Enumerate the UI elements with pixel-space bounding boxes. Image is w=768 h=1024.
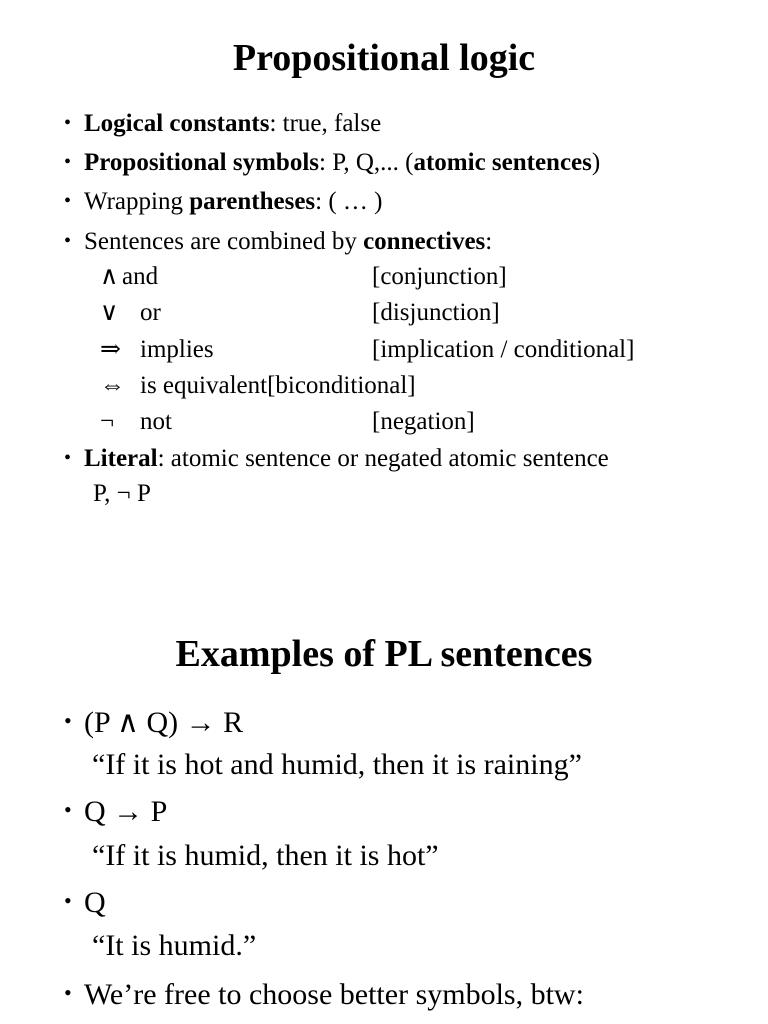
bullet-dot: • (64, 708, 72, 733)
bullet-logical-constants (64, 108, 381, 139)
prefix: Sentences are combined by (84, 228, 364, 255)
term: Literal (84, 445, 158, 472)
implies-symbol: ⇒ (100, 336, 121, 363)
bullet-connectives (64, 226, 492, 257)
connective-row (100, 262, 507, 292)
definition: : (485, 228, 493, 255)
connective-category: [conjunction] (372, 263, 507, 290)
connective-word: implies (140, 336, 214, 363)
bullet-dot: • (64, 888, 72, 913)
connective-row (100, 298, 500, 328)
closing-paren: ) (591, 149, 601, 176)
connective-row (100, 335, 635, 365)
term: parentheses (189, 188, 316, 215)
not-symbol: ¬ (100, 408, 115, 435)
statement: We’re free to choose better symbols, btw: (84, 978, 584, 1011)
and-symbol: ∧ (100, 263, 119, 290)
bullet-literal (64, 443, 609, 474)
connective-row (100, 407, 475, 437)
example-formula (64, 883, 106, 921)
connective-row (100, 371, 416, 401)
connective-category: [negation] (372, 408, 475, 435)
slide-title: Examples of PL sentences (175, 633, 593, 675)
bullet-propositional-symbols (64, 147, 600, 178)
term: Logical constants (84, 110, 270, 137)
connective-word: is equivalent (140, 372, 268, 399)
or-symbol: ∨ (100, 299, 119, 326)
bullet-dot: • (64, 797, 72, 822)
example-meaning: “It is humid.” (92, 929, 257, 962)
term: connectives (363, 228, 486, 255)
literal-example: P, ¬ P (93, 480, 151, 507)
bullet-better-symbols (64, 975, 584, 1013)
bullet-dot: • (64, 190, 72, 212)
bullet-parentheses (64, 186, 383, 217)
definition: : P, Q,... ( (319, 149, 414, 176)
bullet-dot: • (64, 230, 72, 252)
definition: : true, false (269, 110, 382, 137)
example-formula (64, 792, 167, 830)
connective-category: [implication / conditional] (372, 336, 635, 363)
connective-category: [biconditional] (267, 372, 416, 399)
equivalent-symbol: ⇔ (100, 372, 125, 399)
connective-word: not (140, 408, 172, 435)
prefix: Wrapping (84, 188, 190, 215)
formula: (P ∧ Q) → R (84, 706, 244, 739)
example-meaning: “If it is hot and humid, then it is raining” (92, 748, 582, 781)
bullet-dot: • (64, 151, 72, 173)
bullet-dot: • (64, 447, 72, 469)
term: Propositional symbols (84, 149, 319, 176)
bullet-dot: • (64, 112, 72, 134)
connective-category: [disjunction] (372, 299, 500, 326)
definition: : atomic sentence or negated atomic sentence (157, 445, 609, 472)
example-meaning: “If it is humid, then it is hot” (92, 839, 439, 872)
connective-word: or (140, 299, 161, 326)
connective-word: and (122, 263, 159, 290)
bullet-dot: • (64, 980, 72, 1005)
slide-title: Propositional logic (232, 37, 536, 79)
definition: : ( … ) (315, 188, 383, 215)
formula: Q → P (84, 795, 168, 828)
formula: Q (84, 886, 106, 919)
example-formula (64, 703, 243, 741)
term-secondary: atomic sentences (413, 149, 592, 176)
